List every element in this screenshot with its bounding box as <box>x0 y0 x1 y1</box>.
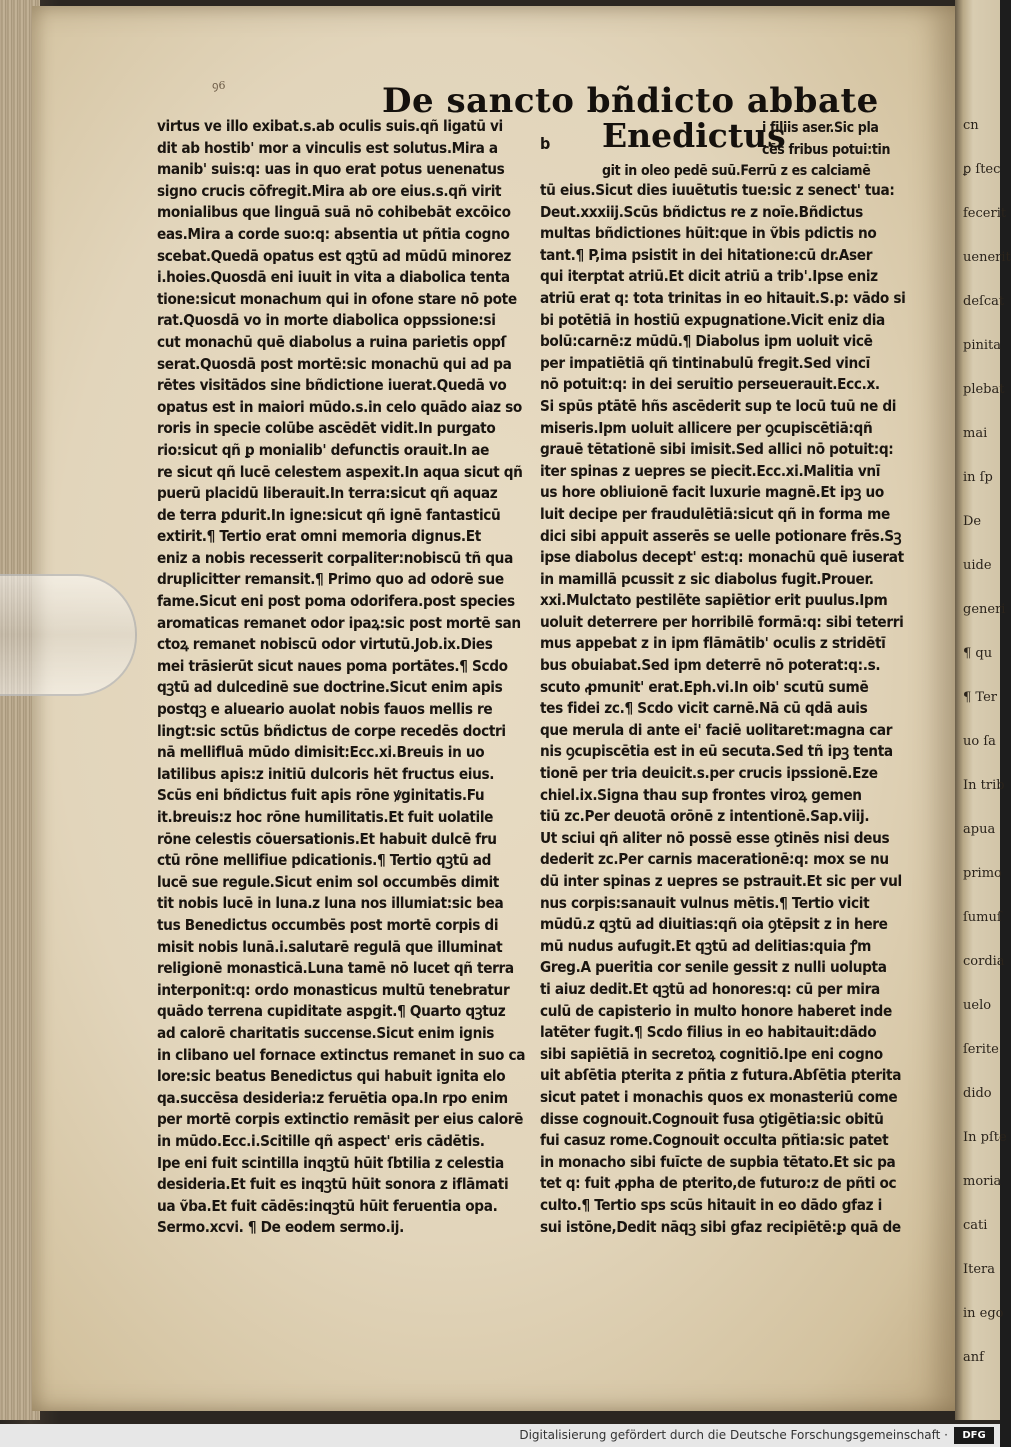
text-line: luit decipe per fraudulētiā:sicut qñ in forma me <box>540 504 890 523</box>
adjacent-page-text: ¶ qu <box>963 646 993 661</box>
text-line: grauē tētationē sibi imisit.Sed allici nō potuit:q: <box>540 440 894 459</box>
text-line: monialibus que linguā suā nō cohibebāt excōico <box>157 203 511 222</box>
text-line: culū de capisterio in multo honore haberet inde <box>540 1001 892 1020</box>
adjacent-page-text: uide <box>963 558 992 573</box>
text-line: latilibus apis:z initiū dulcoris hēt fructus eius. <box>157 764 495 783</box>
text-line: druplicitter remansit.¶ Primo quo ad odorē sue <box>157 570 504 589</box>
text-line: per mortē corpis extinctio remāsit per eius calorē <box>157 1110 524 1129</box>
text-line: dū inter spinas z uepres se pstrauit.Et sic per vul <box>540 872 902 890</box>
page-holder-clip <box>0 574 137 696</box>
text-line: uoluit deterrere per horribilē formā:q: sibi teterri <box>540 612 904 631</box>
text-line: interponit:q: ordo monasticus multū tenebratur <box>157 980 510 999</box>
text-line: de terra ꝑdurit.In igne:sicut qñ ignē fantasticū <box>157 505 501 524</box>
text-line: roris in specie colūbe ascēdēt vidit.In purgato <box>157 419 496 438</box>
initial-block <box>540 116 912 180</box>
text-line: tet q: fuit ꝓpha de pterito,de futuro:z de pñti oc <box>540 1174 897 1193</box>
text-line: ua ṽba.Et fuit cādēs:inqꝫtū hūit feruentia opa. <box>157 1196 498 1215</box>
text-line: tant.¶ P,ima psistit in dei hitatione:cū dr.Aser <box>540 245 873 264</box>
text-line: qui iterptat atriū.Et dicit atriū a trib'.Ipse eniz <box>540 267 878 286</box>
text-line: sicut patet i monachis quos ex monasteriū come <box>540 1087 898 1106</box>
adjacent-page-text: In trib <box>963 778 1005 793</box>
text-line: mūdū.z qꝫtū ad diuitias:qñ oia ꝯtēpsit z in here <box>540 915 888 934</box>
adjacent-page-text: ſerite <box>963 1042 999 1057</box>
adjacent-page-text: uelo <box>963 998 992 1013</box>
text-line: dederit zc.Per carnis macerationē:q: mox se nu <box>540 850 889 869</box>
text-line: tionē per tria deuicit.s.per crucis ipssionē.Eze <box>540 764 878 783</box>
adjacent-page-text: In pſte <box>963 1130 1007 1145</box>
text-line: culto.¶ Tertio sps scūs hitauit in eo dādo gfaz i <box>540 1195 882 1214</box>
adjacent-page-text: uenerit <box>963 250 1011 265</box>
page-mark: ꝯ6 <box>212 79 226 92</box>
text-line: lucē sue regule.Sicut enim sol occumbēs dimit <box>157 872 499 891</box>
text-line: Ipe eni fuit scintilla inqꝫtū hūit ſbtilia z celestia <box>157 1153 504 1172</box>
text-line: ad calorē charitatis succense.Sicut enim ignis <box>157 1023 495 1042</box>
adjacent-page-text: uo ſa <box>963 734 996 749</box>
footer-credit: Digitalisierung gefördert durch die Deutsche Forschungsgemeinschaft · <box>519 1428 948 1442</box>
text-line: sibi sapiētiā in secretoꝝ cognitiō.Ipe eni cogno <box>540 1044 883 1063</box>
adjacent-page-text: fecerit <box>963 206 1007 221</box>
text-line: bi potētiā in hostiū expugnatione.Vicit eniz dia <box>540 310 885 329</box>
text-line: latēter fugit.¶ Scdo filius in eo habitauit:dādo <box>540 1023 877 1042</box>
adjacent-page-text: Itera <box>963 1262 996 1277</box>
adjacent-page-text: De <box>963 514 982 529</box>
text-line: in clibano uel fornace extinctus remanet in suo ca <box>157 1045 526 1064</box>
right-text-column <box>540 116 912 1238</box>
text-line: mus appebat z in ipm flāmātib' oculis z stridētī <box>540 634 886 653</box>
adjacent-page-text: pinita <box>963 338 1001 353</box>
footer-bar <box>0 1424 1000 1447</box>
text-line: iter spinas z uepres se piecit.Ecc.xi.Malitia vnī <box>540 461 881 480</box>
initial-word: Enedictus <box>602 116 786 155</box>
adjacent-page-text: ꝑ ſtec <box>963 162 1001 177</box>
text-line: ti aiuz dedit.Et qꝫtū ad honores:q: cū per mira <box>540 979 880 998</box>
adjacent-page-text: moria <box>963 1174 1002 1189</box>
text-line: tiū zc.Per deuotā orōnē z intentionē.Sap.viij. <box>540 807 870 826</box>
text-line: lore:sic beatus Benedictus qui habuit ignita elo <box>157 1067 506 1086</box>
adjacent-page-text: primo <box>963 866 1002 881</box>
adjacent-page-text: in ego <box>963 1306 1004 1321</box>
text-line: in mūdo.Ecc.i.Scitille qñ aspect' eris cādētis. <box>157 1131 485 1150</box>
text-line: atriū erat q: tota trinitas in eo hitauit.S.p: vādo si <box>540 288 906 307</box>
adjacent-page-text: mai <box>963 426 988 441</box>
text-line: ctū rōne mellifiue pdicationis.¶ Tertio qꝫtū ad <box>157 851 492 870</box>
text-line: git in oleo pedē suū.Ferrū z es calciamē <box>602 163 871 180</box>
text-line: fame.Sicut eni post poma odorifera.post species <box>157 592 515 611</box>
text-line: lingt:sic sctūs bñdictus de corpe recedēs doctri <box>157 721 506 740</box>
text-line: mū nudus aufugit.Et qꝫtū ad delitias:quia ꝭm <box>540 936 871 955</box>
left-text-column <box>157 116 529 1239</box>
text-line: rio:sicut qñ ꝑ monialib' defunctis orauit.In ae <box>157 440 490 459</box>
text-line: que merula di ante ei' faciē uolitaret:magna car <box>540 720 893 739</box>
text-line: cut monachū quē diabolus a ruina parietis oppſ <box>157 332 507 351</box>
text-line: extirit.¶ Tertio erat omni memoria dignus.Et <box>157 527 481 546</box>
text-line: nā mellifluā mūdo dimisit:Ecc.xi.Breuis in uo <box>157 743 485 762</box>
text-line: rōne celestis cōuersationis.Et habuit dulcē fru <box>157 829 497 848</box>
text-line: Scūs eni bñdictus fuit apis rōne ꝟginitatis.Fu <box>157 786 485 805</box>
text-line: tes fidei zc.¶ Scdo vicit carnē.Nā cū qdā auis <box>540 699 868 718</box>
adjacent-page <box>955 0 1011 1420</box>
text-line: ipse diabolus decept' est:q: monachū quē iuserat <box>540 548 904 567</box>
text-line: cēs fribus potui:tin <box>762 141 891 158</box>
text-line: chiel.ix.Signa thau sup frontes viroꝝ gemen <box>540 785 862 804</box>
text-line: mei trāsierūt sicut naues poma portātes.¶ Scdo <box>157 656 508 675</box>
text-line: scuto ꝓmunit' erat.Eph.vi.In oib' scutū sumē <box>540 677 869 696</box>
text-line: bolū:carnē:z mūdū.¶ Diabolus ipm uoluit vicē <box>540 332 873 351</box>
dfg-logo: DFG <box>954 1427 994 1444</box>
text-line: per impatiētiā qñ tintinabulū fregit.Sed vincī <box>540 353 870 372</box>
text-line: rat.Quosdā vo in morte diabolica oppssione:si <box>157 311 496 330</box>
text-line: qꝫtū ad dulcedinē sue doctrine.Sicut enim apis <box>157 678 503 697</box>
text-line: sui istōne,Dedit nāqꝫ sibi gfaz recipiētē:ꝑ quā de <box>540 1217 901 1236</box>
text-line: tione:sicut monachum qui in ofone stare nō pote <box>157 289 517 308</box>
text-line: tit nobis lucē in luna.z luna nos illumiat:sic bea <box>157 894 504 913</box>
adjacent-page-text: cn <box>963 118 979 133</box>
text-line: re sicut qñ lucē celestem aspexit.In aqua sicut qñ <box>157 462 523 481</box>
text-line: religionē monasticā.Luna tamē nō lucet qñ terra <box>157 959 514 978</box>
text-line: virtus ve illo exibat.s.ab oculis suis.qñ ligatū vi <box>157 117 503 135</box>
text-line: manib' suis:q: uas in quo erat potus uenenatus <box>157 160 505 179</box>
text-line: nis ꝯcupiscētia est in eū secuta.Sed tñ ipꝫ tenta <box>540 742 893 761</box>
text-line: multas bñdictiones hūit:que in ṽbis pdictis no <box>540 224 877 243</box>
text-line: tus Benedictus occumbēs post mortē corpis di <box>157 915 499 934</box>
text-line: dit ab hostib' mor a vinculis est solutus.Mira a <box>157 138 498 157</box>
text-line: misit nobis lunā.i.salutarē regulā que illuminat <box>157 937 503 956</box>
text-line: serat.Quosdā post mortē:sic monachū qui ad pa <box>157 354 512 373</box>
text-line: it.breuis:z hoc rōne humilitatis.Et fuit uolatile <box>157 808 494 826</box>
adjacent-page-text: ¶ Ter <box>963 690 997 705</box>
adjacent-page-text: dido <box>963 1086 992 1101</box>
adjacent-page-text: deſcat <box>963 294 1005 309</box>
text-line: eas.Mira a corde suo:q: absentia ut pñtia cogno <box>157 224 510 243</box>
text-line: eniz a nobis recesserit corpaliter:nobiscū tñ qua <box>157 548 513 567</box>
text-line: xxi.Mulctato pestilēte sapiētior erit puulus.Ipm <box>540 591 888 610</box>
adjacent-page-text: generi <box>963 602 1006 617</box>
text-line: Deut.xxxiij.Scūs bñdictus re z noīe.Bñdictus <box>540 202 863 221</box>
text-line: in mamillā pcussit z sic diabolus fugit.Prouer. <box>540 569 874 588</box>
text-line: in monacho sibi fuīcte de supbia tētato.Et sic pa <box>540 1152 896 1171</box>
adjacent-page-text: in ſp <box>963 470 993 485</box>
adjacent-page-text: plebat <box>963 382 1005 397</box>
text-line: Sermo.xcvi. ¶ De eodem sermo.ij. <box>157 1218 404 1237</box>
text-line: postqꝫ e alueario auolat nobis fauos mellis re <box>157 700 493 719</box>
initial-guide-letter: b <box>540 134 551 153</box>
text-line: us hore obliuionē facit luxurie magnē.Et ipꝫ uo <box>540 483 884 502</box>
text-line: tū eius.Sicut dies iuuētutis tue:sic z senect' tua: <box>540 181 895 199</box>
text-line: scebat.Quedā opatus est qꝫtū ad mūdū minorez <box>157 246 511 265</box>
text-line: qa.succēsa desideria:z feruētia opa.In rpo enim <box>157 1088 508 1107</box>
text-line: disse cognouit.Cognouit fusa ꝯtigētia:sic obitū <box>540 1109 884 1128</box>
text-line: bus obuiabat.Sed ipm deterrē nō poterat:q:.s. <box>540 656 881 675</box>
adjacent-page-text: apua <box>963 822 996 837</box>
text-line: Si spūs ptātē hñs ascēderit sup te locū tuū ne di <box>540 396 897 415</box>
text-line: opatus est in maiori mūdo.s.in celo quādo aiaz so <box>157 397 522 416</box>
text-line: puerū placidū liberauit.In terra:sicut qñ aquaz <box>157 484 498 503</box>
text-line: i.hoies.Quosdā eni iuuit in vita a diabolica tenta <box>157 268 510 287</box>
adjacent-page-text: cati <box>963 1218 988 1233</box>
text-line: aromaticas remanet odor ipaꝝ:sic post mortē san <box>157 613 521 632</box>
text-line: desideria.Et fuit es inqꝫtū hūit sonora z iflāmati <box>157 1175 509 1194</box>
text-line: i filiis aser.Sic pla <box>762 120 879 136</box>
text-line: dici sibi appuit asserēs se uelle potionare frēs.Sꝫ <box>540 526 902 545</box>
running-head: De sancto bñdicto abbate <box>382 81 879 121</box>
text-line: Greg.A pueritia cor senile gessit z nulli uolupta <box>540 958 887 977</box>
right-column-lines <box>540 180 912 1238</box>
text-line: rētes visitādos sine bñdictione iuerat.Quedā vo <box>157 376 507 395</box>
adjacent-page-text: cordia <box>963 954 1005 969</box>
adjacent-page-text: ſumuſ <box>963 910 1002 925</box>
text-line: miseris.Ipm uoluit allicere per ꝯcupiscētiā:qñ <box>540 418 873 437</box>
text-line: signo crucis cōfregit.Mira ab ore eius.s.qñ virit <box>157 181 502 200</box>
text-line: uit abſētia pterita z pñtia z futura.Abſētia pterita <box>540 1066 902 1085</box>
text-line: quādo terrena cupiditate aspgit.¶ Quarto qꝫtuz <box>157 1002 506 1021</box>
text-line: nus corpis:sanauit vulnus mētis.¶ Tertio vicit <box>540 893 870 912</box>
text-line: nō potuit:q: in dei seruitio perseuerauit.Ecc.x. <box>540 375 880 394</box>
text-line: fui casuz rome.Cognouit occulta pñtia:sic patet <box>540 1131 889 1150</box>
adjacent-page-text: anf <box>963 1350 984 1365</box>
text-line: ctoꝝ remanet nobiscū odor virtutū.Job.ix.Dies <box>157 635 493 654</box>
text-line: Ut sciui qñ aliter nō possē esse ꝯtinēs nisi deus <box>540 828 890 847</box>
